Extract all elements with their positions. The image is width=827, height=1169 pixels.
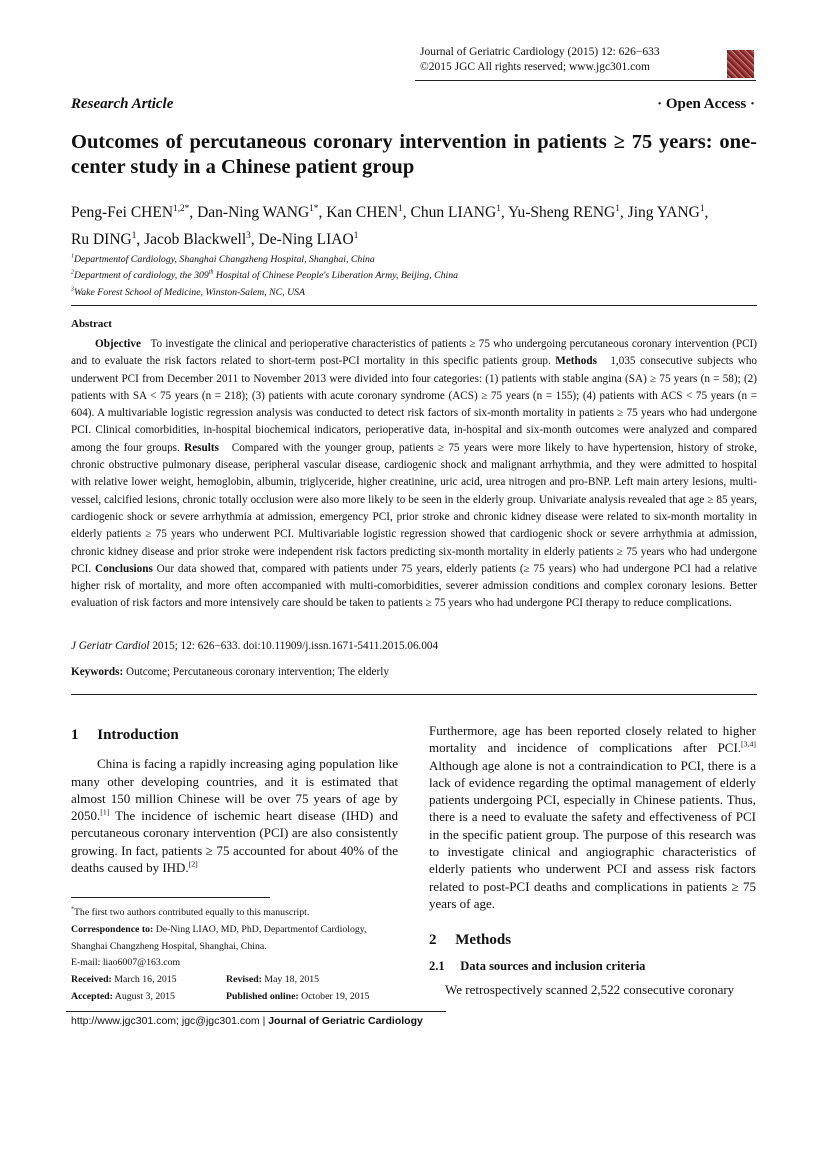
footer-divider <box>66 1011 446 1012</box>
section-heading: 1 Introduction <box>71 727 179 743</box>
reference-link[interactable]: [3,4] <box>741 739 756 749</box>
intro-paragraph-continued: Furthermore, age has been reported closely related to higher mortality and incidence of complications after PCI.[3,4] Although age alone is not a contraindication to PCI, there is a lack of evidence regarding the optimal management of elderly patients undergoing PCI, especially in Chinese patients. Thus, there is a need to evaluate the safety and effectiveness of PCI in the specific patient group. The purpose of this research was to investigate clinical and angiographic characteristics of elderly patients who underwent PCI and assess risk factors related to post-PCI deaths and complications in patients ≥ 75 years of age. <box>429 723 756 911</box>
reference-link[interactable]: [1] <box>100 807 110 817</box>
paper-title: Outcomes of percutaneous coronary intervention in patients ≥ 75 years: one-center study in a Chinese patient group <box>71 131 757 178</box>
header-divider <box>415 80 756 81</box>
journal-logo <box>727 50 754 78</box>
author: Ru DING <box>71 231 132 248</box>
author: Chun LIANG <box>410 204 497 221</box>
abstract-body: Objective To investigate the clinical and perioperative characteristics of patients ≥ 75 who undergoing percutaneous coronary intervention (PCI) and to evaluate the risk factors related to short-term post-PCI mortality in this specific patients group. Methods 1,035 consecutive subjects who underwent PCI from December 2011 to November 2013 were divided into four categories: (1) patients with stable angina (SA) ≥ 75 years (n = 58); (2) patients with SA < 75 years (n = 218); (3) patients with acute coronary syndrome (ACS) ≥ 75 years (n = 155); (4) patients with ACS < 75 years (n = 604). A multivariable logistic regression analysis was conducted to detect risk factors of six-month mortality in patients ≥ 75 years who had undergone PCI. Clinical comorbidities, in-hospital biochemical indicators, perioperative data, in-hospital and six-month outcomes were analyzed and compared among the four groups. Results Compared with the younger group, patients ≥ 75 years were more likely to have hypertension, history of stroke, chronic obstructive pulmonary disease, peripheral vascular disease, cardiogenic shock and malignant arrhythmia, and they were admitted to hospital with relative lower weight, hemoglobin, albumin, triglyceride, higher creatinine, uric acid, urea nitrogen and pro-BNP. Left main artery lesions, multi-vessel, calcified lesions, chronic totally occlusion were also more likely to be seen in the elderly group. Univariate analysis revealed that age ≥ 85 years, cardiogenic shock or severe arrhythmia at admission, emergency PCI, prior stroke and chronic kidney disease were related to six-month mortality in elderly patients ≥ 75 years who underwent PCI. Multivariable logistic regression showed that cardiogenic shock or severe arrhythmia at admission, chronic kidney disease and prior stroke were independent risk factors predicting six-month mortality in elderly patients ≥ 75 years who had undergone PCI. Conclusions Our data showed that, compared with patients under 75 years, elderly patients (≥ 75 years) who had undergone PCI had a relative higher risk of mortality, and more often accompanied with multi-comorbidities, severer admission conditions and complex coronary lesions. Better evaluation of risk factors and more intensively care should be taken to patients ≥ 75 years who had undergone PCI therapy to reduce complications. <box>71 338 758 610</box>
article-type: Research Article <box>71 96 174 112</box>
footer-links[interactable]: http://www.jgc301.com; jgc@jgc301.com | <box>71 1015 269 1027</box>
rights-line: ©2015 JGC All rights reserved; www.jgc301.com <box>420 61 650 73</box>
affiliation: $^1$Departmentof Cardiology, Shanghai Changzheng Hospital, Shanghai, China <box>71 253 375 265</box>
affiliation: $^3$Wake Forest School of Medicine, Winston-Salem, NC, USA <box>71 286 306 298</box>
page-footer: http://www.jgc301.com; jgc@jgc301.com | Journal of Geriatric Cardiology <box>71 1015 423 1027</box>
section-heading: 2 Methods <box>429 932 512 949</box>
intro-column-right <box>429 722 756 998</box>
divider <box>71 305 757 306</box>
author: Dan-Ning WANG <box>197 204 310 221</box>
author: Jing YANG <box>627 204 700 221</box>
reference-link[interactable]: [2] <box>188 859 198 869</box>
email[interactable]: E-mail: liao6007@163.com <box>71 957 181 969</box>
author: Yu-Sheng RENG <box>508 204 616 221</box>
journal-header <box>420 45 660 75</box>
intro-column-left <box>71 727 398 910</box>
journal-citation-line: Journal of Geriatric Cardiology (2015) 12: 626−633 <box>420 46 660 58</box>
author: De-Ning LIAO <box>258 231 354 248</box>
author-list: Peng-Fei $CHEN^{1,2*}$, Dan-Ning $WANG^{1*}$, Kan CHEN$^1$, Chun LIANG$^1$, Yu-Sheng RENG$^1$, Jing YANG$^1$, Ru DING$^1$, Jacob Blackwell$^3$, De-Ning LIAO$^1$ <box>71 203 709 248</box>
keywords: Keywords: Outcome; Percutaneous coronary intervention; The elderly <box>71 666 389 678</box>
divider <box>71 694 757 695</box>
author: Kan CHEN <box>326 204 399 221</box>
methods-paragraph: We retrospectively scanned 2,522 consecutive coronary <box>445 981 735 997</box>
intro-paragraph: China is facing a rapidly increasing aging population like many other developing countries, and it is estimated that almost 150 million Chinese will be over 75 years of age by 2050.[1] The incidence of ischemic heart disease (IHD) and percutaneous coronary intervention (PCI) are also consistently growing. In fact, patients ≥ 75 accounted for about 40% of the deaths caused by IHD.[2] <box>71 756 398 876</box>
open-access-label: · Open Access · <box>657 96 755 112</box>
citation-line: J Geriatr Cardiol 2015; 12: 626−633. doi:10.11909/j.issn.1671-5411.2015.06.004 <box>71 640 439 652</box>
affiliations <box>71 252 458 301</box>
author: Jacob Blackwell <box>144 231 247 248</box>
abstract-heading: Abstract <box>71 318 112 330</box>
affiliation: $^2$Department of cardiology, the 309th Hospital of Chinese People's Liberation Army, Beijing, China <box>71 270 459 282</box>
author: Peng-Fei CHEN <box>71 204 174 221</box>
subsection-heading: 2.1 Data sources and inclusion criteria <box>429 958 646 973</box>
footnote-divider <box>71 897 270 898</box>
footnotes: *The first two authors contributed equally to this manuscript. Correspondence to: De-Ning LIAO, MD, PhD, Departmentof Cardiology, Shanghai Changzheng Hospital, Shanghai, China. E-mail: liao6007@163.com Received: March 16, 2015 Revised: May 18, 2015 Accepted: August 3, 2015 Published online: October 19, 2015 <box>71 905 401 1006</box>
